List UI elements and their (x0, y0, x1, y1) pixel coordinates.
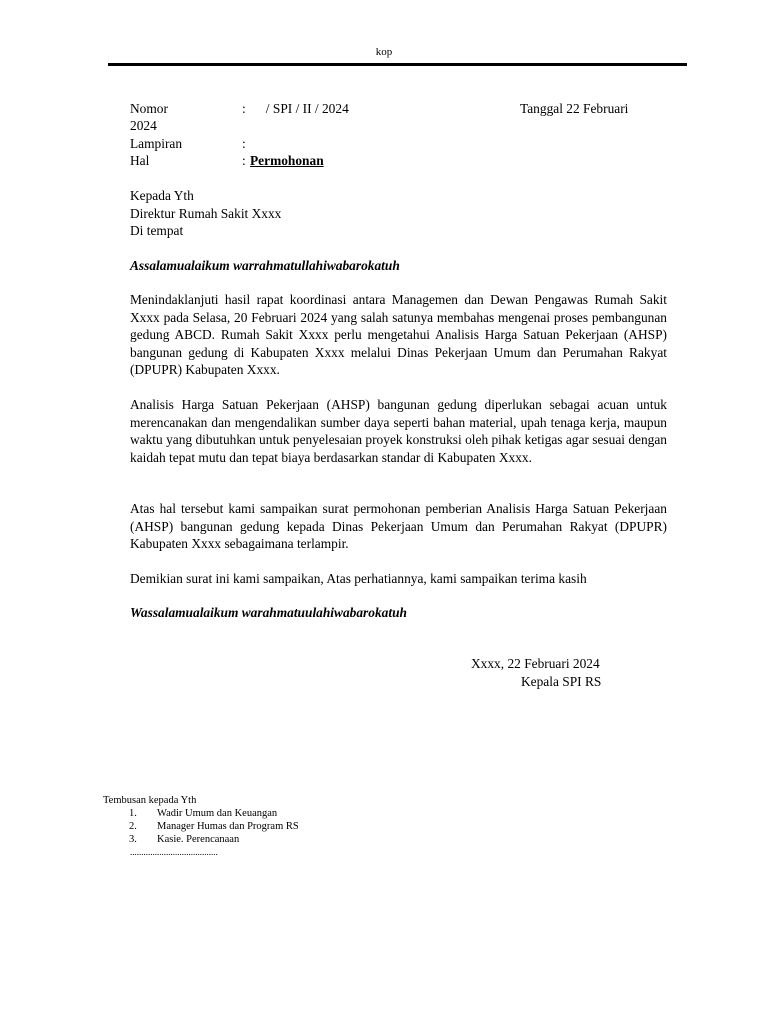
hal-label: Hal (130, 153, 150, 168)
signature-place-date: Xxxx, 22 Februari 2024 (471, 656, 600, 671)
greeting: Assalamualaikum warrahmatullahiwabarokatuh (130, 258, 400, 273)
tembusan-dots: ....................................... (130, 847, 218, 857)
recipient-block (130, 187, 667, 240)
tembusan-item: 3. Kasie. Perencanaan (129, 834, 240, 845)
hal-value: Permohonan (250, 153, 324, 168)
closing: Wassalamualaikum warahmatuulahiwabarokatuh (130, 605, 407, 620)
paragraph-2: Analisis Harga Satuan Pekerjaan (AHSP) bangunan gedung diperlukan sebagai acuan untuk merencanakan dan mengendalikan sumber daya seperti bahan material, upah tenaga kerja, maupun waktu yang dibutuhkan untuk penyelesaian proyek konstruksi oleh pihak ketigas agar sesuai dengan kaidah tepat mutu dan tepat biaya berdasarkan standar di Kabupaten Xxxx. (130, 397, 667, 465)
tembusan-item: 2. Manager Humas dan Program RS (129, 821, 299, 832)
lampiran-value: : (242, 136, 246, 151)
paragraph-3: Atas hal tersebut kami sampaikan surat permohonan pemberian Analisis Harga Satuan Pekerjaan (AHSP) bangunan gedung kepada Dinas Pekerjaan Umum dan Perumahan Rakyat (DPUPR) Kabupaten Xxxx sebagaimana terlampir. (130, 501, 667, 551)
recipient-line-3: Di tempat (130, 223, 184, 238)
recipient-line-1: Kepada Yth (130, 188, 194, 203)
nomor-value: : / SPI / II / 2024 (242, 101, 349, 116)
tembusan-item: 1. Wadir Umum dan Keuangan (129, 808, 278, 819)
lampiran-label: Lampiran (130, 136, 183, 151)
letterhead-divider (108, 63, 687, 66)
paragraph-1: Menindaklanjuti hasil rapat koordinasi antara Managemen dan Dewan Pengawas Rumah Sakit Xxxx pada Selasa, 20 Februari 2024 yang salah satunya membahas mengenai proses pembangunan gedung ABCD. Rumah Sakit Xxxx perlu mengetahui Analisis Harga Satuan Pekerjaan (AHSP) bangunan gedung di Kabupaten Xxxx melalui Dinas Pekerjaan Umum dan Perumahan Rakyat (DPUPR) Kabupaten Xxxx. (130, 292, 667, 377)
paragraph-4: Demikian surat ini kami sampaikan, Atas perhatiannya, kami sampaikan terima kasih (130, 571, 587, 586)
recipient-line-2: Direktur Rumah Sakit Xxxx (130, 205, 282, 221)
signature-title: Kepala SPI RS (521, 674, 602, 689)
nomor-label: Nomor (130, 101, 168, 116)
hal-colon: : (242, 153, 246, 168)
tanggal-year: 2024 (130, 118, 157, 133)
tembusan-heading: Tembusan kepada Yth (103, 795, 197, 806)
tembusan-block (103, 794, 299, 859)
tanggal: Tanggal 22 Februari (520, 101, 629, 116)
letterhead-kop: kop (375, 46, 393, 58)
